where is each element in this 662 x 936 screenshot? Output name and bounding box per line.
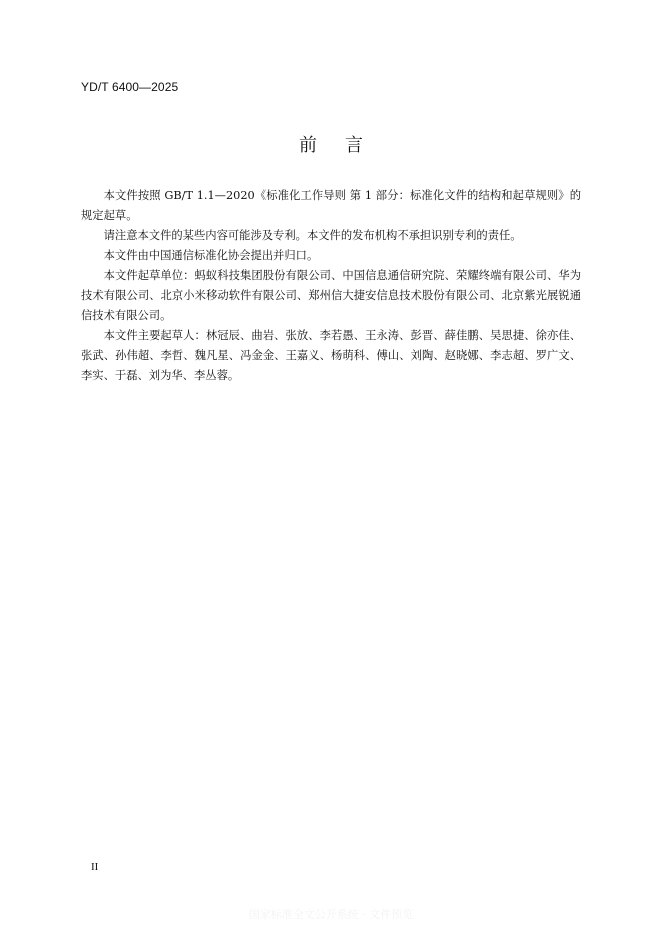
paragraph-drafters: 本文件主要起草人：林冠辰、曲岩、张放、李若愚、王永涛、彭晋、薛佳鹏、吴思捷、徐亦佳、张武、孙伟超、李哲、魏凡星、冯金金、王嘉义、杨萌科、傅山、刘陶、赵晓娜、李志超、罗广文、李实、于磊、刘为华、李丛蓉。 bbox=[81, 329, 581, 382]
paragraph-proposer: 本文件由中国通信标准化协会提出并归口。 bbox=[103, 249, 319, 262]
document-code: YD/T 6400—2025 bbox=[81, 80, 179, 94]
paragraph-patent-notice: 请注意本文件的某些内容可能涉及专利。本文件的发布机构不承担识别专利的责任。 bbox=[103, 229, 522, 242]
watermark: 国家标准全文公开系统 · 文件预览 bbox=[248, 908, 414, 921]
page-title: 前言 bbox=[299, 135, 391, 156]
foreword-body bbox=[81, 186, 581, 386]
page-number: II bbox=[91, 861, 99, 873]
paragraph-drafting-rules: 本文件按照 GB/T 1.1—2020《标准化工作导则 第 1 部分：标准化文件的结构和起草规则》的规定起草。 bbox=[81, 189, 581, 222]
paragraph-drafting-units: 本文件起草单位：蚂蚁科技集团股份有限公司、中国信息通信研究院、荣耀终端有限公司、华为技术有限公司、北京小米移动软件有限公司、郑州信大捷安信息技术股份有限公司、北京紫光展锐通信技术有限公司。 bbox=[81, 269, 581, 322]
